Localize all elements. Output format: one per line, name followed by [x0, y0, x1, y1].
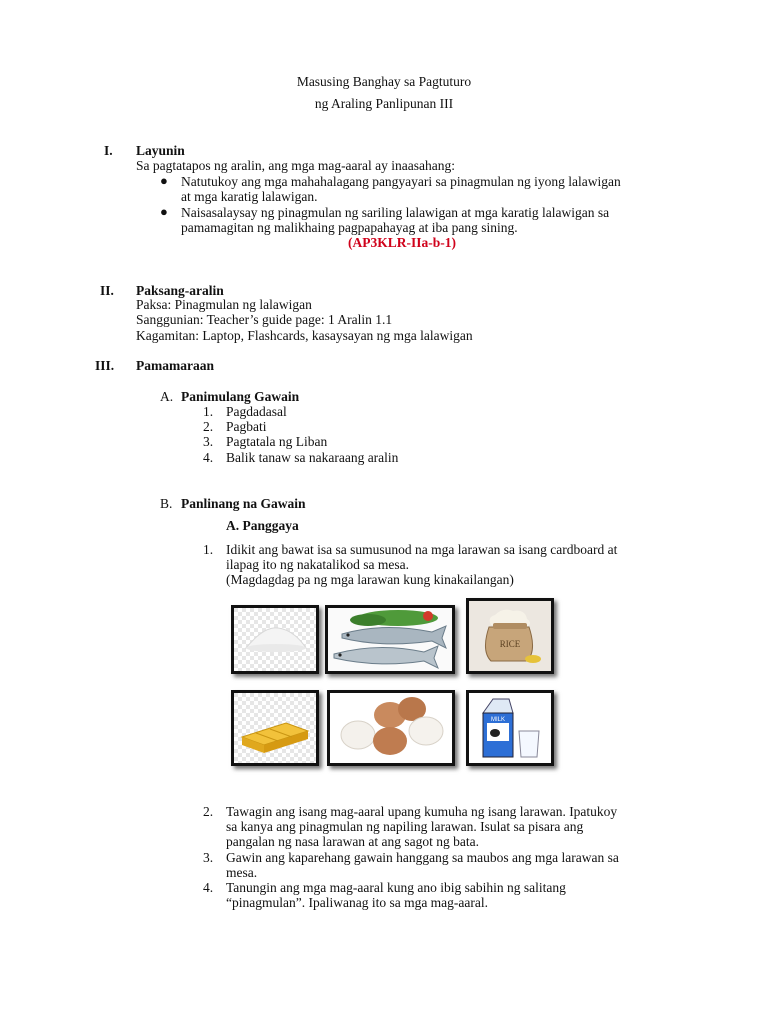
list-number: 2.: [203, 419, 214, 434]
objective-2-line1: Naisasalaysay ng pinagmulan ng sariling lalawigan at mga karatig lalawigan sa: [181, 205, 610, 220]
objective-2-line2: pamamagitan ng malikhaing pagpapahayag at iba pang sining.: [181, 220, 518, 235]
step4-line2: “pinagmulan”. Ipaliwanag ito sa mga mag-aaral.: [226, 895, 489, 910]
list-number: 1.: [203, 542, 214, 557]
step2-line1: Tawagin ang isang mag-aaral upang kumuha ng isang larawan. Ipatukoy: [226, 804, 618, 819]
bullet-icon: ●: [160, 204, 168, 219]
reference-line: Sanggunian: Teacher’s guide page: 1 Aralin 1.1: [136, 312, 393, 327]
fish-image: [325, 605, 455, 674]
materials-line: Kagamitan: Laptop, Flashcards, kasaysayan ng mga lalawigan: [136, 328, 473, 343]
bullet-icon: ●: [160, 173, 168, 188]
list-number: 4.: [203, 880, 214, 895]
section1-intro: Sa pagtatapos ng aralin, ang mga mag-aaral ay inaasahang:: [136, 158, 455, 173]
subA-heading: Panimulang Gawain: [181, 389, 300, 404]
list-number: 2.: [203, 804, 214, 819]
step2-line3: pangalan ng nasa larawan at ang sagot ng bata.: [226, 834, 480, 849]
eggs-image: [327, 690, 455, 766]
doc-title-line2: ng Araling Panlipunan III: [314, 96, 454, 111]
section2-heading: Paksang-aralin: [136, 283, 224, 298]
list-number: 3.: [203, 434, 214, 449]
step1-line3: (Magdagdag pa ng mga larawan kung kinakailangan): [226, 572, 514, 587]
milk-label: MILK: [490, 717, 506, 723]
rice-image: [466, 598, 554, 674]
milk-carton-icon: [469, 693, 551, 763]
fish-icon: [328, 608, 452, 671]
list-number: 4.: [203, 450, 214, 465]
subB-letter: B.: [160, 496, 173, 511]
list-number: 1.: [203, 404, 214, 419]
list-item: Pagbati: [226, 419, 267, 434]
competency-code: (AP3KLR-IIa-b-1): [348, 235, 456, 250]
section3-numeral: III.: [95, 358, 115, 373]
list-item: Pagdadasal: [226, 404, 287, 419]
section3-heading: Pamamaraan: [136, 358, 214, 373]
salt-icon: [234, 608, 316, 671]
list-item: Pagtatala ng Liban: [226, 434, 328, 449]
section1-heading: Layunin: [136, 143, 185, 158]
objective-1-line1: Natutukoy ang mga mahahalagang pangyayari sa pinagmulan ng iyong lalawigan: [181, 174, 621, 189]
list-number: 3.: [203, 850, 214, 865]
subA-letter: A.: [160, 389, 174, 404]
milk-image: [466, 690, 554, 766]
step3-line2: mesa.: [226, 865, 258, 880]
step1-line1: Idikit ang bawat isa sa sumusunod na mga larawan sa isang cardboard at: [226, 542, 618, 557]
step1-line2: ilapag ito ng nakatalikod sa mesa.: [226, 557, 409, 572]
step2-line2: sa kanya ang pinagmulan ng napiling larawan. Isulat sa pisara ang: [226, 819, 584, 834]
eggs-icon: [330, 693, 452, 763]
step3-line1: Gawin ang kaparehang gawain hanggang sa maubos ang mga larawan sa: [226, 850, 619, 865]
section1-numeral: I.: [104, 143, 113, 158]
rice-label: RICE: [499, 639, 521, 649]
subB-heading: Panlinang na Gawain: [181, 496, 306, 511]
step4-line1: Tanungin ang mga mag-aaral kung ano ibig sabihin ng salitang: [226, 880, 566, 895]
rice-sack-icon: [469, 601, 551, 671]
doc-title-line1: Masusing Banghay sa Pagtuturo: [296, 74, 472, 89]
butter-image: [231, 690, 319, 766]
salt-image: [231, 605, 319, 674]
butter-icon: [234, 693, 316, 763]
subB-subheading: A. Panggaya: [226, 518, 299, 533]
objective-1-line2: at mga karatig lalawigan.: [181, 189, 318, 204]
section2-numeral: II.: [100, 283, 114, 298]
list-item: Balik tanaw sa nakaraang aralin: [226, 450, 399, 465]
topic-line: Paksa: Pinagmulan ng lalawigan: [136, 297, 312, 312]
